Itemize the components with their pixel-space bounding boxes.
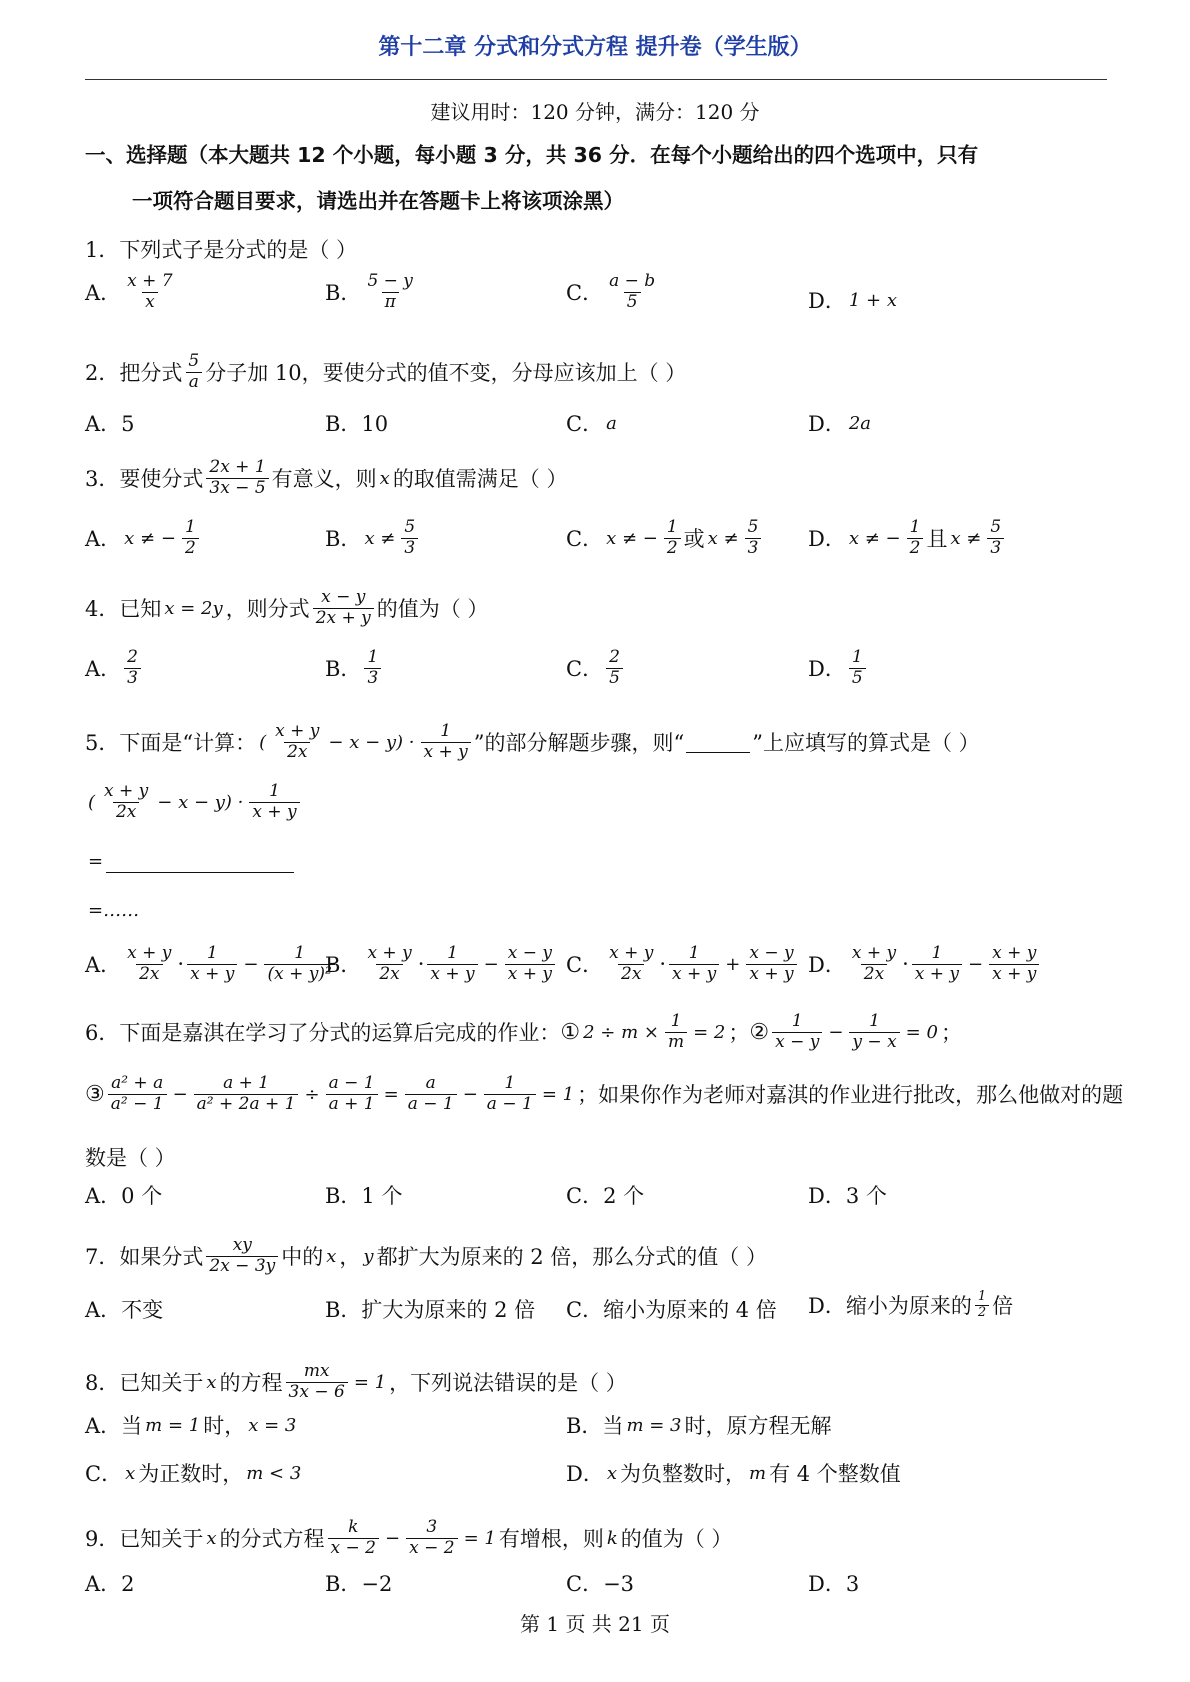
fraction: $\frac{a - b}{5}$ [609,271,656,312]
q4-option-a[interactable]: A． $\frac{2}{3}$ [85,648,144,688]
fraction: $\frac{1}{x + y}$ [187,944,237,984]
answer-blank-long [106,850,294,873]
fraction: $\frac{1}{x + y}$ [249,782,299,822]
fraction: $\frac{1}{2}$ [182,518,199,558]
q7-option-c[interactable]: C．缩小为原来的 4 倍 [566,1298,777,1322]
q2-option-c[interactable]: C． a [566,412,617,436]
page-title: 第十二章 分式和分式方程 提升卷（学生版） [378,35,812,60]
answer-blank [686,732,750,753]
fraction: $\frac{1}{x + y}$ [669,944,719,984]
q5-option-a[interactable]: A． $\frac{x + y}{2x}$ · $\frac{1}{x + y}$ − $\frac{1}{\text{(x + y)²}}$ [85,944,338,984]
q2-option-a[interactable]: A．5 [85,412,135,436]
fraction: $\frac{1}{3}$ [364,648,381,688]
section-heading: 一、选择题（本大题共 12 个小题，每小题 3 分，共 36 分．在每个小题给出的四个选项中，只有 [85,143,979,167]
q8-stem: 8．已知关于 x 的方程 $\frac{mx}{3x - 6}$ = 1 ，下列说法错误的是（ ） [85,1361,627,1402]
q1-option-d[interactable]: D． 1 + x [808,289,897,313]
q5-option-d[interactable]: D． $\frac{x + y}{2x}$ · $\frac{1}{x + y}$ − $\frac{x + y}{x + y}$ [808,944,1042,984]
q2-option-d[interactable]: D． 2a [808,412,872,436]
q2-stem: 2．把分式 $\frac{5}{a}$ 分子加 10，要使分式的值不变，分母应该加上（ ） [85,351,687,392]
fraction: $\frac{1}{a - 1}$ [484,1074,536,1114]
q3-option-d[interactable]: D． x ≠ − $\frac{1}{2}$ 且 x ≠ $\frac{5}{3}$ [808,518,1007,558]
fraction: $\frac{1}{m}$ [665,1012,687,1052]
fraction: $\frac{x + y}{x + y}$ [989,944,1039,984]
q2-option-b[interactable]: B．10 [325,412,389,436]
fraction: $\frac{x - y}{x + y}$ [505,944,555,984]
fraction: $\frac{3}{x - 2}$ [406,1518,457,1558]
section-heading-cont: 一项符合题目要求，请选出并在答题卡上将该项涂黑） [132,189,624,213]
page-number: 第 1 页 共 21 页 [520,1612,670,1636]
q7-option-a[interactable]: A．不变 [85,1298,164,1322]
q5-option-c[interactable]: C． $\frac{x + y}{2x}$ · $\frac{1}{x + y}$ + $\frac{x - y}{x + y}$ [566,944,800,984]
fraction: $\frac{1}{x + y}$ [427,944,477,984]
fraction: $\frac{1}{2}$ [664,518,681,558]
fraction: $\frac{1}{x + y}$ [912,944,962,984]
q9-option-b[interactable]: B．−2 [325,1572,393,1596]
q6-option-c[interactable]: C．2 个 [566,1184,645,1208]
q4-option-b[interactable]: B． $\frac{1}{3}$ [325,648,384,688]
q4-option-c[interactable]: C． $\frac{2}{5}$ [566,648,626,688]
q7-option-d[interactable]: D．缩小为原来的 $\frac{1}{2}$ 倍 [808,1289,1014,1320]
fraction: $\frac{x + 7}{x}$ [127,271,173,312]
fraction: $\frac{5}{3}$ [745,518,762,558]
fraction: $\frac{x + y}{2x}$ [609,943,654,984]
q6-stem-line2: ③ $\frac{\text{a² + a}}{\text{a² − 1}}$ − $\frac{a + 1}{\text{a² + 2a + 1}}$ ÷ $\frac{a - 1}{a + 1}$ = $\frac{a}{a - 1}$ − $\frac{1}{a - 1}$ = 1 ；如果你作为老师对嘉淇的作业进行批改，那么他做对的题 [85,1073,1124,1114]
q1-option-a[interactable]: A． $\frac{x + 7}{x}$ [85,272,179,312]
fraction: $\frac{k}{x - 2}$ [328,1518,379,1558]
fraction: $\frac{1}{\text{(x + y)²}}$ [264,944,334,984]
q6-option-b[interactable]: B．1 个 [325,1184,403,1208]
fraction: $\frac{5}{3}$ [401,518,418,558]
q6-stem: 6．下面是嘉淇在学习了分式的运算后完成的作业： ① 2 ÷ m × $\frac{1}{m}$ = 2 ； ② $\frac{1}{x - y}$ − $\frac{1}{y - x}$ = 0 ； [85,1011,962,1052]
q4-option-d[interactable]: D． $\frac{1}{5}$ [808,648,869,688]
q3-option-a[interactable]: A． x ≠ − $\frac{1}{2}$ [85,518,202,558]
fraction: $\frac{5}{a}$ [185,352,202,392]
fraction: $\frac{x + y}{2x}$ [104,781,149,822]
fraction: $\frac{5}{3}$ [987,518,1004,558]
q8-option-b[interactable]: B．当 m = 3 时，原方程无解 [566,1414,832,1438]
fraction: $\frac{x + y}{2x}$ [851,943,897,984]
q9-option-d[interactable]: D．3 [808,1572,860,1596]
fraction: $\frac{xy}{2x - 3y}$ [206,1236,278,1276]
fraction: $\frac{2}{3}$ [124,648,141,688]
q5-stem: 5．下面是“计算： ( $\frac{x + y}{2x}$ − x − y) · $\frac{1}{x + y}$ ”的部分解题步骤，则“ ”上应填写的算式是（ ） [85,721,980,762]
q9-option-c[interactable]: C．−3 [566,1572,635,1596]
fraction: $\frac{1}{x - y}$ [772,1012,822,1052]
q5-work-line3: =…… [88,900,140,921]
fraction: $\frac{5 - y}{\pi}$ [367,271,413,312]
q8-option-c[interactable]: C． x 为正数时， m < 3 [85,1462,302,1486]
time-info: 建议用时：120 分钟，满分：120 分 [430,100,760,124]
q1-stem: 1．下列式子是分式的是（ ） [85,238,358,262]
q5-option-b[interactable]: B． $\frac{x + y}{2x}$ · $\frac{1}{x + y}$ − $\frac{x - y}{x + y}$ [325,944,558,984]
q5-work-line1: ( $\frac{x + y}{2x}$ − x − y) · $\frac{1}{x + y}$ [85,782,303,822]
q1-option-b[interactable]: B． $\frac{5 - y}{\pi}$ [325,272,419,312]
q4-stem: 4．已知 x = 2y ，则分式 $\frac{x - y}{2x + y}$ 的值为（ ） [85,587,489,628]
fraction: $\frac{1}{2}$ [975,1290,989,1321]
fraction: $\frac{x + y}{2x}$ [127,943,172,984]
fraction: $\frac{mx}{3x - 6}$ [286,1362,348,1402]
q6-stem-line3: 数是（ ） [85,1146,176,1170]
q7-option-b[interactable]: B．扩大为原来的 2 倍 [325,1298,536,1322]
fraction: $\frac{x + y}{2x}$ [275,721,320,762]
fraction: $\frac{\text{a² + a}}{\text{a² − 1}}$ [108,1074,167,1114]
q7-stem: 7．如果分式 $\frac{xy}{2x - 3y}$ 中的 x ， y 都扩大为原来的 2 倍，那么分式的值（ ） [85,1235,767,1276]
fraction: $\frac{a + 1}{\text{a² + 2a + 1}}$ [194,1074,299,1114]
q6-option-a[interactable]: A．0 个 [85,1184,163,1208]
q5-work-line2: = [85,850,294,873]
fraction: $\frac{x - y}{2x + y}$ [313,588,374,628]
fraction: $\frac{1}{5}$ [849,648,866,688]
fraction: $\frac{x + y}{2x}$ [367,943,412,984]
q6-option-d[interactable]: D．3 个 [808,1184,887,1208]
q3-option-c[interactable]: C． x ≠ − $\frac{1}{2}$ 或 x ≠ $\frac{5}{3}$ [566,518,764,558]
q9-stem: 9．已知关于 x 的分式方程 $\frac{k}{x - 2}$ − $\frac{3}{x - 2}$ = 1 有增根，则 k 的值为（ ） [85,1517,733,1558]
q1-option-c[interactable]: C． $\frac{a - b}{5}$ [566,272,661,312]
fraction: $\frac{a}{a - 1}$ [405,1074,457,1114]
fraction: $\frac{a - 1}{a + 1}$ [326,1074,378,1114]
fraction: $\frac{1}{y - x}$ [849,1012,899,1052]
fraction: $\frac{2}{5}$ [606,648,623,688]
q3-option-b[interactable]: B． x ≠ $\frac{5}{3}$ [325,518,421,558]
fraction: $\frac{1}{x + y}$ [421,722,471,762]
q3-stem: 3．要使分式 $\frac{2x + 1}{3x - 5}$ 有意义，则 x 的取值需满足（ ） [85,457,568,498]
q8-option-a[interactable]: A．当 m = 1 时， x = 3 [85,1414,297,1438]
fraction: $\frac{x - y}{x + y}$ [746,944,796,984]
fraction: $\frac{2x + 1}{3x - 5}$ [206,458,268,498]
q8-option-d[interactable]: D． x 为负整数时， m 有 4 个整数值 [566,1462,901,1486]
fraction: $\frac{1}{2}$ [907,518,924,558]
header-rule [85,79,1107,80]
q9-option-a[interactable]: A．2 [85,1572,135,1596]
